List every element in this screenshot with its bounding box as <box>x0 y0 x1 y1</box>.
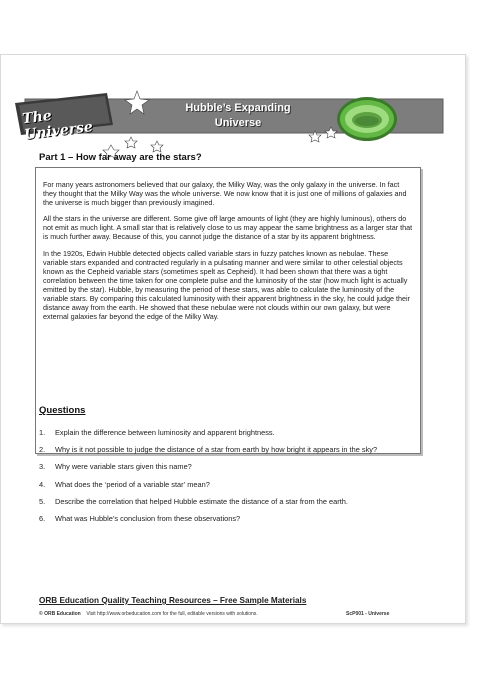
logo-text: The Universe <box>21 107 94 144</box>
question-text: Why were variable stars given this name? <box>55 462 192 472</box>
questions-heading: Questions <box>39 405 86 416</box>
question-number: 3. <box>39 462 46 472</box>
question-text: What was Hubble’s conclusion from these observations? <box>55 514 241 524</box>
question-item <box>39 462 399 471</box>
question-number: 1. <box>39 428 46 437</box>
question-number: 4. <box>39 479 46 489</box>
question-item <box>39 514 399 523</box>
question-item <box>39 445 399 454</box>
footer-visit-text: Visit http://www.orbeducation.com for the full, editable versions with solutions. <box>86 611 258 617</box>
part-heading: Part 1 – How far away are the stars? <box>39 152 202 163</box>
paragraph: For many years astronomers believed that our galaxy, the Milky Way, was the only galaxy in the universe. In fact they thought that the Milky Way was the whole universe. We now know that it is just one of millions of galaxies and the universe is much bigger than previously imagined. <box>43 180 407 208</box>
worksheet-page <box>0 54 466 624</box>
footer-code: ScP001 - Universe <box>346 611 390 617</box>
question-number: 2. <box>39 445 46 455</box>
title-line-1: Hubble’s Expanding <box>185 102 291 114</box>
question-number: 5. <box>39 496 46 506</box>
question-item <box>39 428 399 437</box>
paragraph: In the 1920s, Edwin Hubble detected objects called variable stars in fuzzy patches known as nebulae. These variable stars expanded and contracted regularly in a pulsating manner and were similar to other celestial objects known as the Cepheid variable stars (sometimes spelt as Cepheid). It had been shown that there was a tight correlation between the time taken for one complete pulse and the luminosity of the star (how much light is actually emitted by the star). Hubble, by measuring the period of these stars, was able to calculate the luminosity of the variable stars. By comparing this calculated luminosity with their apparent brightness in the sky, he could judge their distance away from the earth. He showed that these nebulae were not clouds within our own galaxy, but were external galaxies far beyond the edge of the Milky Way. <box>43 248 411 322</box>
footer-copyright: © ORB Education <box>39 611 81 617</box>
question-text: Describe the correlation that helped Hubble estimate the distance of a star from the earth. <box>55 496 348 506</box>
question-number: 6. <box>39 514 46 524</box>
question-text: What does the ‘period of a variable star’ mean? <box>55 479 210 489</box>
question-item <box>39 480 399 489</box>
footer-copyright-line <box>39 611 258 617</box>
green-torus-graphic <box>337 97 397 141</box>
worksheet-title <box>173 101 303 131</box>
question-text: Explain the difference between luminosity and apparent brightness. <box>55 428 275 437</box>
question-item <box>39 497 399 506</box>
reading-passage-box <box>35 167 421 454</box>
question-text: Why is it not possible to judge the distance of a star from earth by how bright it appears in the sky? <box>55 445 378 455</box>
paragraph: All the stars in the universe are different. Some give off large amounts of light (they are highly luminous), others do not emit as much light. A small star that is relatively close to us may appear the same brightness as a larger star that is much further away. Because of this, you cannot judge the distance of a star by its apparent brightness. <box>43 214 413 242</box>
questions-list <box>39 428 399 531</box>
title-line-2: Universe <box>214 117 262 129</box>
footer-title: ORB Education Quality Teaching Resources – Free Sample Materials <box>39 596 307 605</box>
